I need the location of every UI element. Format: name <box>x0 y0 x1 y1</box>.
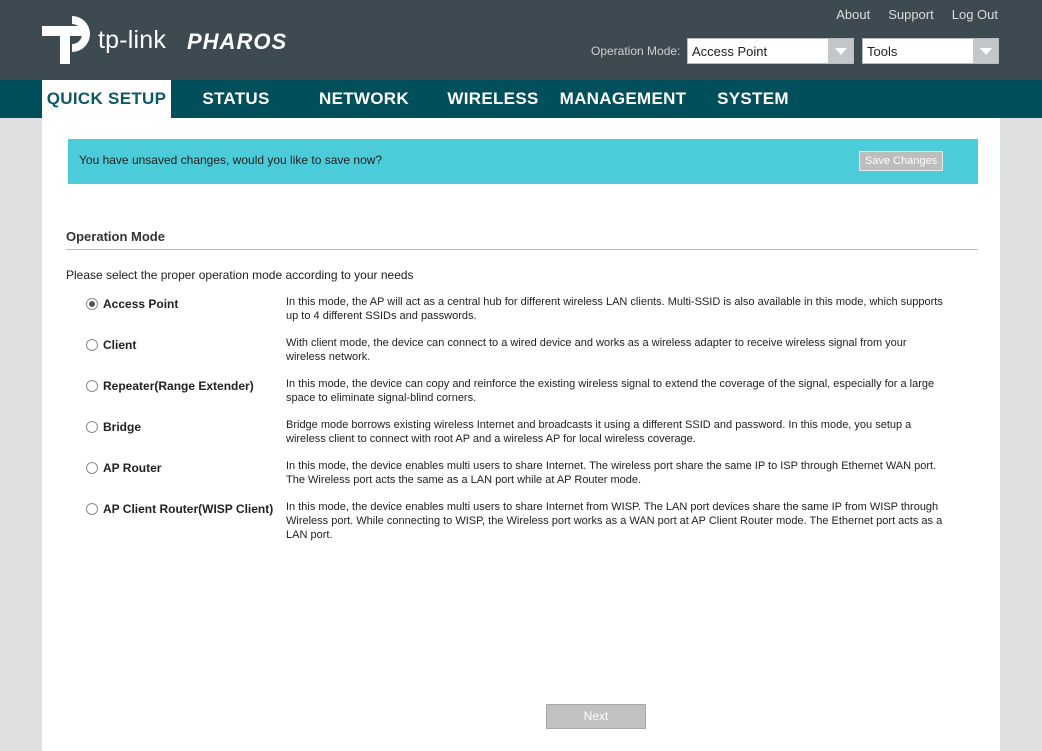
tab-wireless[interactable]: WIRELESS <box>447 89 539 108</box>
section-divider <box>66 249 978 250</box>
save-changes-button[interactable]: Save Changes <box>859 151 943 171</box>
option-description: In this mode, the AP will act as a central hub for different wireless LAN clients. Multi-SSID is also available in this mode, which supports up to 4 different SSIDs and passwords. <box>286 296 943 322</box>
operation-mode-label: Operation Mode: <box>591 44 681 58</box>
chevron-down-icon <box>973 39 998 63</box>
tab-system[interactable]: SYSTEM <box>717 89 789 108</box>
support-link[interactable]: Support <box>888 7 934 22</box>
option-label[interactable]: Access Point <box>103 297 179 311</box>
radio-bridge[interactable] <box>86 421 98 433</box>
radio-ap-client-router[interactable] <box>86 503 98 515</box>
brand-name: tp-link <box>98 25 167 54</box>
tab-quick-setup[interactable]: QUICK SETUP <box>42 80 171 118</box>
option-description: In this mode, the device enables multi users to share Internet from WISP. The LAN port devices share the same IP from WISP through Wireless port. While connecting to WISP, the Wireless port works as a WAN port at AP Client Router mode. The Ethernet port acts as a LAN port. <box>286 501 943 541</box>
about-link[interactable]: About <box>836 7 871 22</box>
unsaved-changes-message: You have unsaved changes, would you like to save now? <box>79 153 383 167</box>
product-name: PHAROS <box>187 29 288 54</box>
header-bar <box>0 0 1042 80</box>
main-nav <box>0 80 1042 118</box>
option-description: Bridge mode borrows existing wireless Internet and broadcasts it using a different SSID and password. In this mode, you setup a wireless client to connect with root AP and a wireless AP for local wireless coverage. <box>286 419 912 445</box>
next-button[interactable]: Next <box>546 704 646 729</box>
radio-access-point[interactable] <box>86 298 98 310</box>
option-description: In this mode, the device enables multi users to share Internet. The wireless port share the same IP to ISP through Ethernet WAN port. The Wireless port acts the same as a LAN port while at AP Router mode. <box>286 460 937 486</box>
unsaved-changes-banner <box>68 139 978 184</box>
logout-link[interactable]: Log Out <box>951 7 998 22</box>
section-instruction: Please select the proper operation mode according to your needs <box>66 268 414 282</box>
operation-mode-select[interactable] <box>687 38 854 64</box>
option-label[interactable]: AP Router <box>103 461 162 475</box>
option-description: With client mode, the device can connect to a wired device and works as a wireless adapter to receive wireless signal from your wireless network. <box>286 337 907 363</box>
tp-link-logo-icon <box>42 16 94 64</box>
radio-repeater[interactable] <box>86 380 98 392</box>
radio-ap-router[interactable] <box>86 462 98 474</box>
option-label[interactable]: Bridge <box>103 420 142 434</box>
operation-mode-value: Access Point <box>692 44 768 59</box>
tp-link-logo <box>42 16 166 64</box>
option-label[interactable]: AP Client Router(WISP Client) <box>103 502 274 516</box>
option-label[interactable]: Repeater(Range Extender) <box>103 379 254 393</box>
option-description: In this mode, the device can copy and reinforce the existing wireless signal to extend the coverage of the signal, especially for a large space to eliminate signal-blind corners. <box>286 378 935 404</box>
section-title: Operation Mode <box>66 229 165 244</box>
option-label[interactable]: Client <box>103 338 137 352</box>
tab-status[interactable]: STATUS <box>202 89 270 108</box>
chevron-down-icon <box>828 39 853 63</box>
tools-select[interactable] <box>862 38 999 64</box>
tools-value: Tools <box>867 44 898 59</box>
tab-network[interactable]: NETWORK <box>319 89 409 108</box>
tab-management[interactable]: MANAGEMENT <box>559 89 687 108</box>
top-links <box>836 7 998 22</box>
radio-client[interactable] <box>86 339 98 351</box>
main-content <box>42 118 1000 751</box>
